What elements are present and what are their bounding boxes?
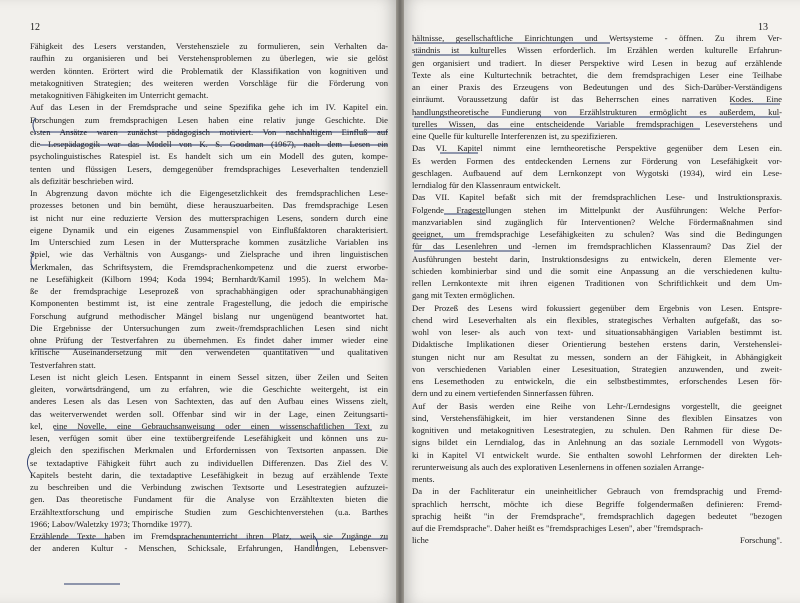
text-line: In Abgrenzung davon möchte ich die Eigengesetzlichkeit des fremdsprachlichen Lese- <box>30 188 388 198</box>
text-line: rellen Lernkontexte mit ihren eigenen Traditionen von Schriftlichkeit und dem Um- <box>412 278 782 288</box>
text-line: ki in Kapitel VI entwickelt wurde. Sie enthalten sowohl Lehrformen der direkten Leh- <box>412 449 782 460</box>
text-line: Ausführungen besteht darin, Instruktionsdesigns zu entwickeln, deren Elemente ver- <box>412 253 782 264</box>
text-line: anderes Lesen als das Lesen von Sachtexten, das auf den Aufbau eines Wissens zielt, <box>30 396 388 407</box>
text-line: metakognitiven Strategien; des weiteren werden Vorschläge für die Förderung von <box>30 77 388 88</box>
text-line: gen organisiert und tradiert. In dieser Perspektive wird Lesen in bezug auf erzählende <box>412 57 782 68</box>
text-line: psycholinguistisches Ratespiel ist. Es handelt sich um ein Modell des guten, kompe- <box>30 151 388 162</box>
text-line: hältnisse, gesellschaftliche Einrichtungen und Wertsysteme - öffnen. Zu ihrem Ver- <box>412 33 782 43</box>
text-line: rerunterweisung als auch des explorativen Lesenlernens in offenen sozialen Arrange- <box>412 461 705 472</box>
text-line: raufhin zu organisieren und bei Verstehensproblemen zu überlegen, wie sie gelöst <box>30 53 388 64</box>
text-line: Folgende Fragestellungen stehen im Mittelpunkt der Ausführungen: Welche Perfor- <box>412 204 782 215</box>
text-line: Komponenten bestimmt ist, ist eine zentrale Fragestellung, die jedoch die empirische <box>30 298 388 309</box>
text-line: an einer Praxis des Erzeugens von Bedeutungen und des Sich-Darüber-Verständigens <box>412 82 782 92</box>
text-line: gleiten, vorwärtsdrängend, um zu erfahren, wie die Geschichte weitergeht, ist ein <box>30 384 388 394</box>
text-line: metakognitiven Fähigkeiten im Unterricht gemacht. <box>30 90 209 100</box>
text-line: lesen, verfügen somit über eine textübergreifende Lesefähigkeit und können uns zu- <box>30 433 388 443</box>
text-line: Da in der Fachliteratur ein uneinheitlicher Gebrauch von fremdsprachig und Fremd- <box>412 486 782 497</box>
text-line: für das Lesenlehren und -lernen im fremdsprachlichen Klassenraum? Das Ziel der <box>412 241 782 252</box>
text-line: einräumt. Voraussetzung dafür ist das Beherrschen eines narrativen Kodes. Eine <box>412 94 782 105</box>
text-line: ments. <box>412 474 435 484</box>
text-line: lerndialog für den Klassenraum entwickelt. <box>412 180 561 190</box>
text-line: wohl von leser- als auch von text- und situationsabhängigen Variablen bestimmt ist. <box>412 327 782 337</box>
text-line: Fähigkeit des Lesers verstanden, Verstehensziele zu formulieren, sein Verhalten da- <box>30 41 388 51</box>
text-line: liche Forschung". <box>412 535 782 546</box>
text-line: sind, Verstehensfähigkeit, im hier verstandenen Sinne des flexiblen Einsatzes von <box>412 412 782 423</box>
text-line: stungen nicht nur am Resultat zu messen, sondern an der Fähigkeit, in Abhängigkeit <box>412 351 782 362</box>
text-line: Auf der Basis werden eine Reihe von Lehr-/Lerndesigns vorgestellt, die geeignet <box>412 400 782 411</box>
text-line: der anderen Kultur - Menschen, Schicksale, Erfahrungen, Handlungen, Lebensver- <box>30 543 388 554</box>
text-line: prozesses betonen und bin bemüht, diese herauszuarbeiten. Das fremdsprachige Lesen <box>30 200 388 211</box>
text-line: auf die Fremdsprache". Daher heißt es "fremdsprachiges Lesen", aber "fremdsprach- <box>412 523 704 533</box>
text-line: eine Quelle für kulturelle Interferenzen ist, zu spezifizieren. <box>412 131 618 141</box>
text-line: gleich den spezifischen Merkmalen und Erfordernissen von Textsorten anpassen. Die <box>30 445 388 456</box>
text-line: Kapitels besteht darin, die textadaptive Lesefähigkeit in bezug auf erzählende Texte <box>30 469 388 480</box>
text-line: ens Lesemethoden zu entwickeln, die ein selbstbestimmtes, erforschendes Lesen för- <box>412 376 782 386</box>
text-line: Das VI. Kapitel nimmt eine lerntheoretische Perspektive gegenüber dem Lesen ein. <box>412 143 782 154</box>
text-line: das weiterverwendet werden soll. Offenbar sind wir in der Lage, einen Zeitungsarti- <box>30 408 388 419</box>
text-line: Die Ergebnisse der Untersuchungen zum zweit-/fremdsprachlichen Lesen sind nicht <box>30 322 388 333</box>
page-number-right: 13 <box>758 22 768 33</box>
text-line: ße der fremdsprachige Leseprozeß von sprachabhängigen oder sprachunabhängigen <box>30 286 388 296</box>
text-line: 1966; Labov/Waletzky 1973; Thorndike 1977). <box>30 518 193 529</box>
text-line: Testverfahren statt. <box>30 359 96 370</box>
text-line: gang mit Texten ermöglichen. <box>412 290 515 301</box>
text-line: werden könnten. Erörtert wird die Problematik der Klassifikation von kognitiven und <box>30 65 388 76</box>
text-line: dern und zu einem vertiefenden Sinnerfassen führen. <box>412 388 594 399</box>
text-line: Didaktische Implikationen dieser Orientierung bestehen erstens darin, Verstehenslei- <box>412 339 782 350</box>
text-line: Der Prozeß des Lesens wird fokussiert gegenüber dem Ergebnis von Lesen. Entspre- <box>412 302 782 313</box>
text-line: ist nicht nur eine reduzierte Version des muttersprachigen Lesens, sondern durch eine <box>30 212 388 223</box>
text-line: sprachlich herrscht, möchte ich diese Begriffe folgendermaßen definieren: Fremd- <box>412 498 782 509</box>
text-line: Texte als eine Kulturtechnik betrachtet, die dem fremdsprachigen Leser eine Teilhabe <box>412 69 782 80</box>
text-line: Im Unterschied zum Lesen in der Muttersprache kommen zusätzliche Variablen ins <box>30 237 388 247</box>
text-line: tenten und flüssigen Lesers, demgegenüber fremdsprachiges Leseverhalten tendenziell <box>30 163 388 174</box>
text-line: handlungstheoretische Fundierung von Erzählstrukturen ermöglicht es außerdem, kul- <box>412 106 782 117</box>
right-page <box>400 0 800 603</box>
text-line: als defizitär beschrieben wird. <box>30 175 134 186</box>
text-line: manzvariablen sind zugänglich für Interventionen? Welche Fördermaßnahmen sind <box>412 216 782 227</box>
text-line: gen. Das theoretische Fundament für die Analyse von Erzähltexten bieten die <box>30 494 388 505</box>
text-line: Merkmalen, das Schriftsystem, die Fremdsprachenkompetenz und die zuerst erworbe- <box>30 261 388 272</box>
text-line: eigene Dynamik und ein eigenes Zusammenspiel von Einflußfaktoren charakterisiert. <box>30 224 388 235</box>
text-line: Auf das Lesen in der Fremdsprache und seine Spezifika gehe ich im IV. Kapitel ein. <box>30 102 388 113</box>
book-gutter <box>396 0 404 603</box>
text-line: se textadaptive Fähigkeit führt auch zu individuellen Differenzen. Das Ziel des V. <box>30 457 388 468</box>
text-line: Forschung aufgrund methodischer Mängel bislang nur ungenügend beantwortet hat. <box>30 310 388 321</box>
text-line: ne Lesefähigkeit (Kilborn 1994; Koda 1994; Bernhardt/Kamil 1995). In welchem Ma- <box>30 273 388 284</box>
text-line: zu beschreiben und die Verbindung zwischen Textsorte und Lesestrategien aufzuzei- <box>30 482 388 492</box>
text-line: geeignet, um fremdsprachige Lesefähigkeiten zu schulen? Was sind die Bedingungen <box>412 229 782 239</box>
text-line: die Lesepädagogik war das Modell von K. S. Goodman (1967), nach dem Lesen ein <box>30 139 388 149</box>
text-line: ohne Prüfung der Testverfahren zu übernehmen. Es findet daher immer wieder eine <box>30 335 388 345</box>
text-line: kel, eine Novelle, eine Gebrauchsanweisung oder einen wissenschaftlichen Text zu <box>30 420 388 431</box>
text-line: Erzählende Texte haben im Fremdsprachenunterricht ihren Platz, weil sie Zugänge zu <box>30 531 388 541</box>
text-line: Das VII. Kapitel befaßt sich mit der fremdsprachlichen Lese- und Instruktionspraxis. <box>412 192 782 203</box>
text-line: turelles Wissen, das eine entscheidende Variable fremdsprachigen Leseverstehens und <box>412 118 782 129</box>
text-line: Spiel, wie das Verhältnis von Ausgangs- und Zielsprache und ihren linguistischen <box>30 249 388 260</box>
right-page-text <box>412 32 782 547</box>
text-line: kritische Auseinandersetzung mit den verwendeten quantitativen und qualitativen <box>30 347 388 358</box>
text-line: Lesen ist nicht gleich Lesen. Entspannt in einem Sessel sitzen, über Zeilen und Seiten <box>30 371 388 382</box>
text-line: ständnis ist kulturelles Wissen erforderlich. Im Erzählen werden kulturelle Erfahrun- <box>412 45 782 56</box>
text-line: chend wird Leseverhalten als ein flexibles, strategisches Verhalten aufgefaßt, das so- <box>412 314 782 325</box>
text-line: kognitiven und metakognitiven Lesestrategien, zu schulen. Den Rahmen für diese De- <box>412 425 782 435</box>
text-line: Forschungen zum fremdsprachigen Lesen haben eine relativ junge Geschichte. Die <box>30 114 388 125</box>
text-line: geschlagen. Aufbauend auf dem Lernkonzept von Wygotski (1934), wird ein Lese- <box>412 167 782 178</box>
text-line: signs bildet ein Lerndialog, das in Anlehnung an das soziale Lernmodell von Wygots- <box>412 437 782 448</box>
text-line: Erzähltextforschung und empirische Studien zum Geschichtenverstehen (u.a. Barthes <box>30 506 388 517</box>
text-line: sprachig heißt "in der Fremdsprache", fremdsprachlich dagegen bedeutet "bezogen <box>412 510 782 521</box>
left-page-text <box>30 40 388 555</box>
text-line: ersten Ansätze waren zunächst pädagogisch motiviert. Von nachhaltigem Einfluß auf <box>30 126 388 137</box>
text-line: Es werden Formen des entdeckenden Lernens zur Förderung von Lesefähigkeit vor- <box>412 155 782 166</box>
page-number-left: 12 <box>30 22 40 33</box>
text-line: schieden kombinierbar sind und die somit eine Anpassung an die verschiedenen kultu- <box>412 265 782 276</box>
text-line: von verschiedenen Variablen einer Lesesituation, Strategien anzuwenden, und zweit- <box>412 363 782 374</box>
